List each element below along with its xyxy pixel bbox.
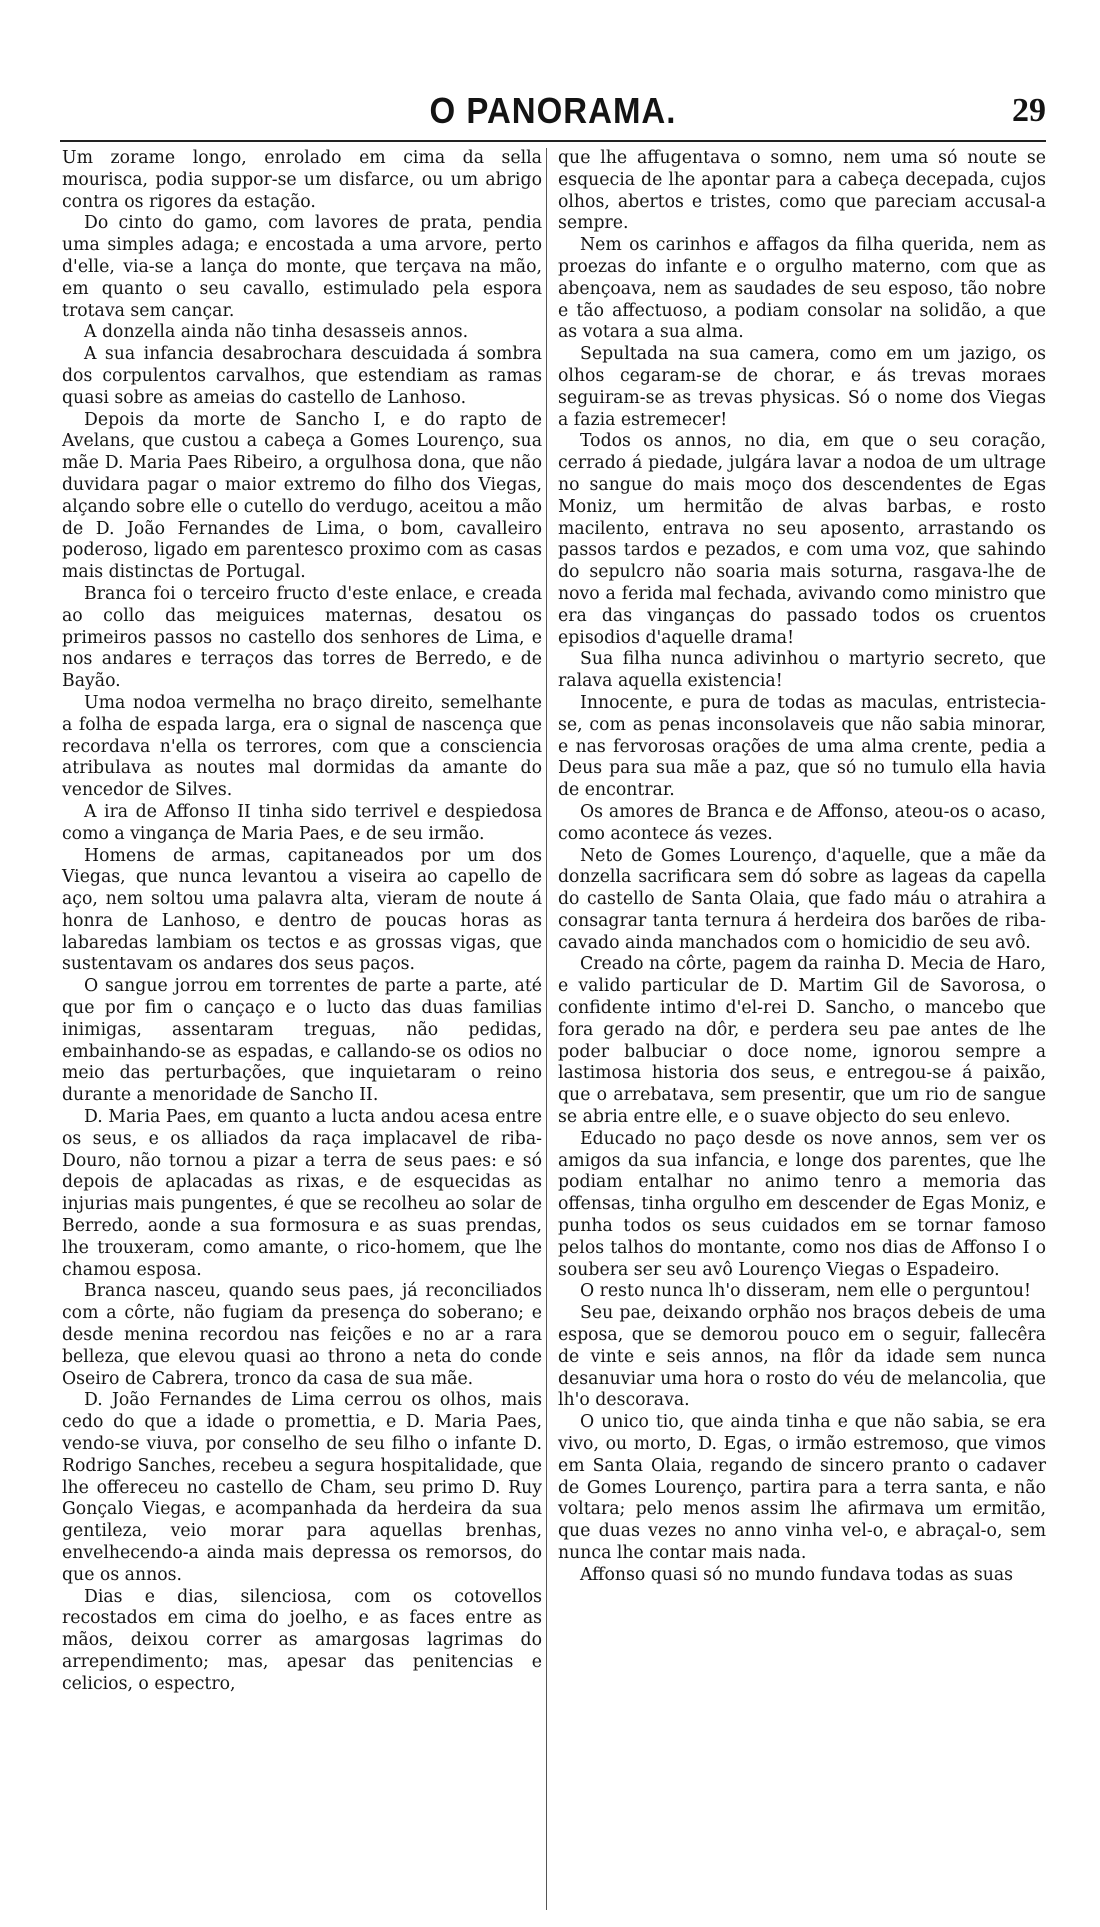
paragraph: A sua infancia desabrochara descuidada á sombra dos corpulentos carvalhos, que estendiam as ramas quasi sobre as ameias do castello de Lanhoso. bbox=[62, 344, 542, 408]
paragraph: Sepultada na sua camera, como em um jazigo, os olhos cegaram-se de chorar, e ás trevas moraes seguiram-se as trevas physicas. Só o nome dos Viegas a fazia estremecer! bbox=[558, 344, 1046, 430]
paragraph: Homens de armas, capitaneados por um dos Viegas, que nunca levantou a viseira ao capello de aço, nem soltou uma palavra alta, vieram de noute á honra de Lanhoso, e dentro de poucas horas as labaredas lambiam os tectos e as grossas vigas, que sustentavam os andares dos seus paços. bbox=[62, 845, 542, 975]
paragraph: Branca nasceu, quando seus paes, já reconciliados com a côrte, não fugiam da presença do soberano; e desde menina recordou nas feições e no ar a rara belleza, que elevou quasi ao throno a neta do conde Oseiro de Cabrera, tronco da casa de sua mãe. bbox=[62, 1281, 542, 1389]
paragraph: Nem os carinhos e affagos da filha querida, nem as proezas do infante e o orgulho materno, com que as abençoava, nem as saudades de seu esposo, tão nobre e tão affectuoso, a podiam consolar na solidão, a que as votara a sua alma. bbox=[558, 235, 1046, 343]
page-header bbox=[60, 92, 1046, 134]
paragraph: O resto nunca lh'o disseram, nem elle o perguntou! bbox=[580, 1281, 1031, 1302]
paragraph: Do cinto do gamo, com lavores de prata, pendia uma simples adaga; e encostada a uma arvore, perto d'elle, via-se a lança do monte, que terçava na mão, em quanto o seu cavallo, estimulado pela espora trotava sem cançar. bbox=[62, 213, 542, 321]
paragraph: Um zorame longo, enrolado em cima da sella mourisca, podia suppor-se um disfarce, ou um abrigo contra os rigores da estação. bbox=[62, 148, 542, 212]
masthead-title: O PANORAMA. bbox=[429, 90, 677, 131]
paragraph: que lhe affugentava o somno, nem uma só noute se esquecia de lhe apontar para a cabeça decepada, cujos olhos, abertos e tristes, como que pareciam accusal-a sempre. bbox=[558, 148, 1046, 234]
paragraph: Creado na côrte, pagem da rainha D. Mecia de Haro, e valido particular de D. Martim Gil de Savorosa, o confidente intimo d'el-rei D. Sancho, o mancebo que fora gerado na dôr, e perdera seu pae antes de lhe poder balbuciar o doce nome, ignorou sempre a lastimosa historia dos seus, e entregou-se á paixão, que o arrebatava, sem presentir, que um rio de sangue se abria entre elle, e o suave objecto do seu enlevo. bbox=[558, 954, 1046, 1128]
column-divider bbox=[546, 148, 547, 1910]
paragraph: Neto de Gomes Lourenço, d'aquelle, que a mãe da donzella sacrificara sem dó sobre as lageas da capella do castello de Santa Olaia, que fado máu o atrahira a consagrar tanta ternura á herdeira dos barões de riba-cavado ainda manchados com o homicidio de seu avô. bbox=[558, 845, 1046, 953]
paragraph: O sangue jorrou em torrentes de parte a parte, até que por fim o cançaço e o lucto das duas familias inimigas, assentaram treguas, não pedidas, embainhando-se as espadas, e callando-se os odios no meio das perturbações, que inquietaram o reino durante a menoridade de Sancho II. bbox=[62, 976, 542, 1106]
left-column bbox=[62, 148, 542, 1696]
paragraph: Affonso quasi só no mundo fundava todas as suas bbox=[580, 1564, 1014, 1585]
paragraph: O unico tio, que ainda tinha e que não sabia, se era vivo, ou morto, D. Egas, o irmão estremoso, que vimos em Santa Olaia, regando de sincero pranto o cadaver de Gomes Lourenço, partira para a terra santa, e não voltara; pelo menos assim lhe afirmava um ermitão, que duas vezes no anno vinha vel-o, e abraçal-o, sem nunca lhe contar mais nada. bbox=[558, 1412, 1046, 1563]
paragraph: A donzella ainda não tinha desasseis annos. bbox=[84, 322, 469, 343]
paragraph: A ira de Affonso II tinha sido terrivel e despiedosa como a vingança de Maria Paes, e de seu irmão. bbox=[62, 801, 542, 844]
paragraph: Seu pae, deixando orphão nos braços debeis de uma esposa, que se demorou pouco em o seguir, fallecêra de vinte e seis annos, na flôr da idade sem nunca desanuviar uma hora o rosto do véu de melancolia, que lh'o descorava. bbox=[558, 1303, 1046, 1411]
paragraph: Depois da morte de Sancho I, e do rapto de Avelans, que custou a cabeça a Gomes Lourenço, sua mãe D. Maria Paes Ribeiro, a orgulhosa dona, que não duvidara pagar o maior extremo do filho dos Viegas, alçando sobre elle o cutello do verdugo, aceitou a mão de D. João Fernandes de Lima, o bom, cavalleiro poderoso, ligado em parentesco proximo com as casas mais distinctas de Portugal. bbox=[62, 409, 542, 583]
paragraph: Os amores de Branca e de Affonso, ateou-os o acaso, como acontece ás vezes. bbox=[558, 801, 1046, 844]
header-rule bbox=[60, 140, 1046, 142]
paragraph: Dias e dias, silenciosa, com os cotovellos recostados em cima do joelho, e as faces entre as mãos, deixou correr as amargosas lagrimas do arrependimento; mas, apesar das penitencias e celicios, o espectro, bbox=[62, 1586, 542, 1694]
paragraph: D. João Fernandes de Lima cerrou os olhos, mais cedo do que a idade o promettia, e D. Maria Paes, vendo-se viuva, por conselho de seu filho o infante D. Rodrigo Sanches, recebeu a segura hospitalidade, que lhe offereceu no castello de Cham, seu primo D. Ruy Gonçalo Viegas, e acompanhada da herdeira da sua gentileza, veio morar para aquellas brenhas, envelhecendo-a ainda mais depressa os remorsos, do que os annos. bbox=[62, 1390, 542, 1585]
paragraph: Sua filha nunca adivinhou o martyrio secreto, que ralava aquella existencia! bbox=[558, 649, 1046, 692]
right-column bbox=[558, 148, 1046, 1587]
page-number: 29 bbox=[1012, 92, 1046, 129]
paragraph: Todos os annos, no dia, em que o seu coração, cerrado á piedade, julgára lavar a nodoa de um ultrage no sangue do mais moço dos descendentes de Egas Moniz, um hermitão de alvas barbas, e rosto macilento, entrava no seu aposento, arrastando os passos tardos e pezados, e com uma voz, que sahindo do sepulcro não soaria mais soturna, rasgava-lhe de novo a ferida mal fechada, avivando como ministro que era das vinganças do passado todos os cruentos episodios d'aquelle drama! bbox=[558, 431, 1046, 648]
paragraph: Branca foi o terceiro fructo d'este enlace, e creada ao collo das meiguices maternas, desatou os primeiros passos no castello dos senhores de Lima, e nos andares e terraços das torres de Berredo, e de Bayão. bbox=[62, 583, 542, 692]
paragraph: Uma nodoa vermelha no braço direito, semelhante a folha de espada larga, era o signal de nascença que recordava n'ella os terrores, com que a consciencia atribulava as noutes mal dormidas da amante do vencedor de Silves. bbox=[62, 692, 542, 801]
paragraph: Innocente, e pura de todas as maculas, entristecia-se, com as penas inconsolaveis que não sabia minorar, e nas fervorosas orações de uma alma crente, pedia a Deus para sua mãe a paz, que só no tumulo ella havia de encontrar. bbox=[558, 692, 1046, 801]
paragraph: D. Maria Paes, em quanto a lucta andou acesa entre os seus, e os alliados da raça implacavel de riba-Douro, não tornou a pizar a terra de seus paes: e só depois de aplacadas as rixas, e de esquecidas as injurias mais pungentes, é que se recolheu ao solar de Berredo, aonde a sua formosura e as suas prendas, lhe trouxeram, como amante, o rico-homem, que lhe chamou esposa. bbox=[62, 1107, 542, 1280]
paragraph: Educado no paço desde os nove annos, sem ver os amigos da sua infancia, e longe dos parentes, que lhe podiam entalhar no animo tenro a memoria das offensas, tinha orgulho em descender de Egas Moniz, e punha todos os seus cuidados em se tornar famoso pelos talhos do montante, como nos dias de Affonso I o soubera ser seu avô Lourenço Viegas o Espadeiro. bbox=[558, 1128, 1046, 1280]
